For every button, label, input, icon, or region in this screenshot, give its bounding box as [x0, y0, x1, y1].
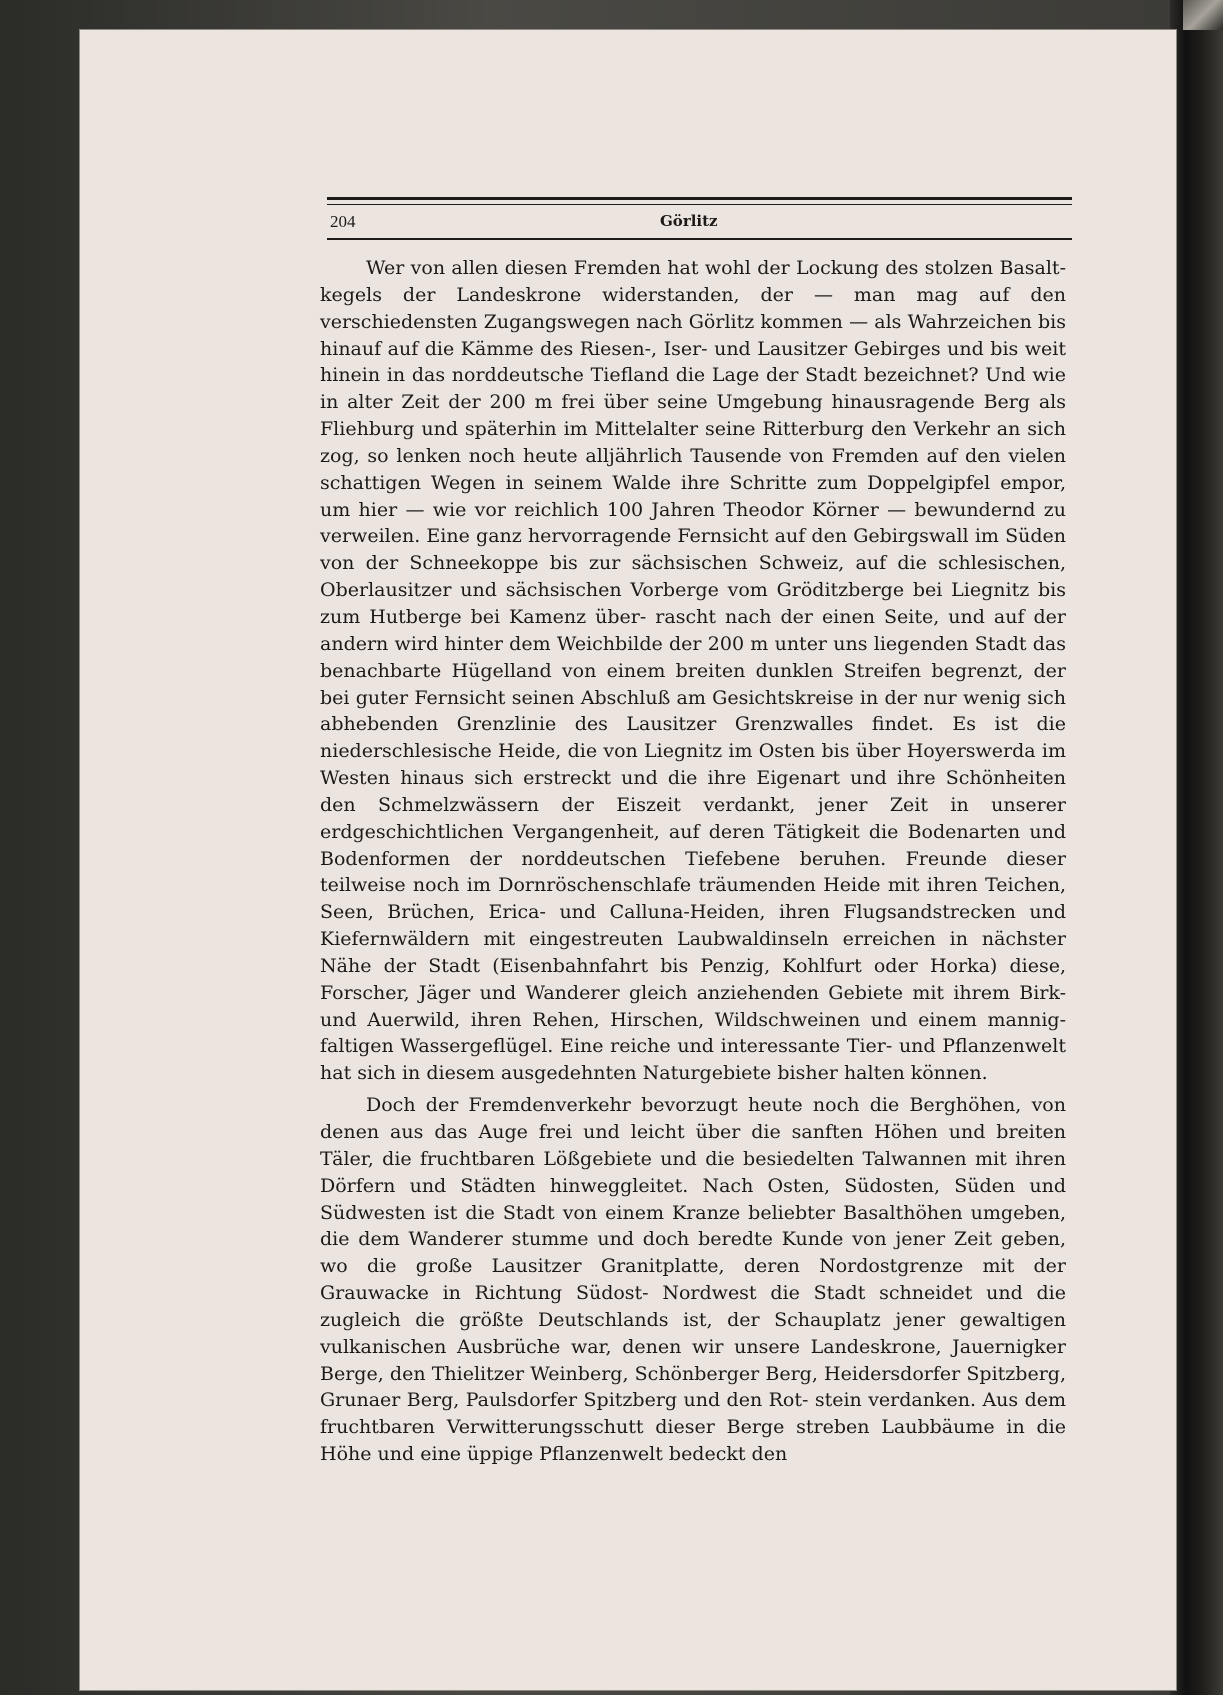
book-edge: [1170, 0, 1223, 1695]
body-text: [320, 255, 1066, 1468]
running-head: Görlitz: [660, 212, 718, 230]
paragraph-2: Doch der Fremdenverkehr bevorzugt heute noch die Berghöhen, von denen aus das Auge frei und leicht über die sanften Höhen und breiten Täler, die fruchtbaren Lößgebiete und die besiedelten Talwannen mit ihren Dörfern und Städten hinweggleitet. Nach Osten, Südosten, Süden und Südwesten ist die Stadt von einem Kranze beliebter Basalthöhen umgeben, die dem Wanderer stumme und doch beredte Kunde von jener Zeit geben, wo die große Lausitzer Granitplatte, deren Nordostgrenze mit der Grauwacke in Richtung Südost- Nordwest die Stadt schneidet und die zugleich die größte Deutschlands ist, der Schauplatz jener gewaltigen vulkanischen Ausbrüche war, denen wir unsere Landeskrone, Jauernigker Berge, den Thielitzer Weinberg, Schönberger Berg, Heidersdorfer Spitzberg, Grunaer Berg, Paulsdorfer Spitzberg und den Rot- stein verdanken. Aus dem fruchtbaren Verwitterungsschutt dieser Berge streben Laubbäume in die Höhe und eine üppige Pflanzenwelt bedeckt den: [320, 1094, 1066, 1466]
header-rule-thin: [327, 204, 1072, 205]
paragraph-1: Wer von allen diesen Fremden hat wohl der Lockung des stolzen Basalt- kegels der Landeskrone widerstanden, der — man mag auf den verschiedensten Zugangswegen nach Görlitz kommen — als Wahrzeichen bis hinauf auf die Kämme des Riesen-, Iser- und Lausitzer Gebirges und bis weit hinein in das norddeutsche Tiefland die Lage der Stadt bezeichnet? Und wie in alter Zeit der 200 m frei über seine Umgebung hinausragende Berg als Fliehburg und späterhin im Mittelalter seine Ritterburg den Verkehr an sich zog, so lenken noch heute alljährlich Tausende von Fremden auf den vielen schattigen Wegen in seinem Walde ihre Schritte zum Doppelgipfel empor, um hier — wie vor reichlich 100 Jahren Theodor Körner — bewundernd zu verweilen. Eine ganz hervorragende Fernsicht auf den Gebirgswall im Süden von der Schneekoppe bis zur sächsischen Schweiz, auf die schlesischen, Oberlausitzer und sächsischen Vorberge vom Gröditzberge bei Liegnitz bis zum Hutberge bei Kamenz über- rascht nach der einen Seite, und auf der andern wird hinter dem Weichbilde der 200 m unter uns liegenden Stadt das benachbarte Hügelland von einem breiten dunklen Streifen begrenzt, der bei guter Fernsicht seinen Abschluß am Gesichtskreise in der nur wenig sich abhebenden Grenzlinie des Lausitzer Grenzwalles findet. Es ist die niederschlesische Heide, die von Liegnitz im Osten bis über Hoyerswerda im Westen hinaus sich erstreckt und die ihre Eigenart und ihre Schönheiten den Schmelzwässern der Eiszeit verdankt, jener Zeit in unserer erdgeschichtlichen Vergangenheit, auf deren Tätigkeit die Bodenarten und Bodenformen der norddeutschen Tiefebene beruhen. Freunde dieser teilweise noch im Dornröschenschlafe träumenden Heide mit ihren Teichen, Seen, Brüchen, Erica- und Calluna-Heiden, ihren Flugsandstrecken und Kiefernwäldern mit eingestreuten Laubwaldinseln erreichen in nächster Nähe der Stadt (Eisenbahnfahrt bis Penzig, Kohlfurt oder Horka) diese, Forscher, Jäger und Wanderer gleich anziehenden Gebiete mit ihrem Birk- und Auerwild, ihren Rehen, Hirschen, Wildschweinen und einem mannig- faltigen Wassergeflügel. Eine reiche und interessante Tier- und Pflanzenwelt hat sich in diesem ausgedehnten Naturgebiete bisher halten können.: [320, 257, 1066, 1085]
page-number: 204: [330, 212, 356, 231]
header-rule-thick: [327, 197, 1072, 200]
header-rule-bottom: [327, 238, 1072, 240]
book-corner: [1183, 0, 1223, 30]
